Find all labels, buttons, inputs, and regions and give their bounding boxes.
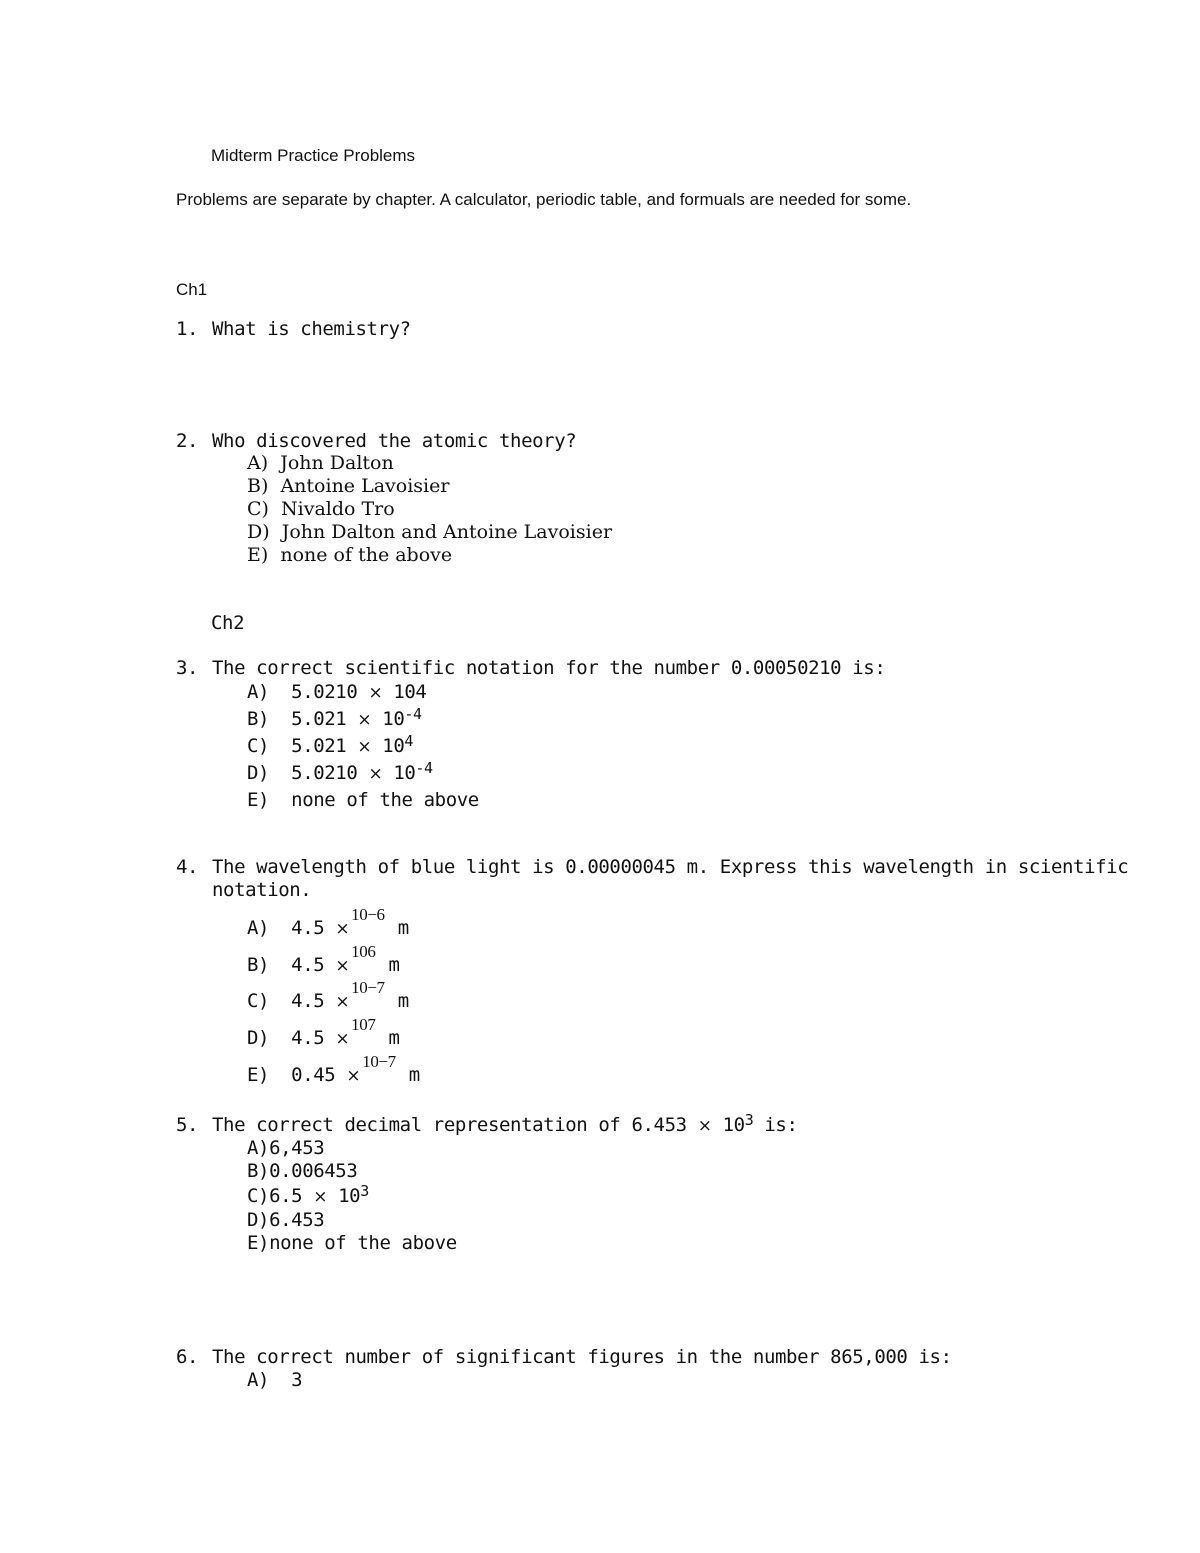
question-number: 5. (176, 1114, 199, 1136)
question-4 (176, 856, 1128, 878)
answer-option: E) none of the above (247, 544, 453, 566)
answer-option: D)6.453 (247, 1209, 325, 1231)
answer-option: A)6,453 (247, 1137, 325, 1159)
answer-option: B)0.006453 (247, 1160, 358, 1182)
question-1 (176, 318, 411, 340)
question-3 (176, 657, 885, 679)
intro-text: Problems are separate by chapter. A calculator, periodic table, and formuals are needed for some. (176, 190, 912, 209)
answer-option: C) 4.5 ×10−7 m (247, 978, 409, 1012)
question-2 (176, 430, 576, 452)
answer-option: C) Nivaldo Tro (247, 498, 395, 520)
answer-option: E)none of the above (247, 1232, 457, 1254)
answer-option: A) 4.5 ×10−6 m (247, 905, 409, 939)
question-text: The correct number of significant figures in the number 865,000 is: (212, 1346, 952, 1368)
question-5: 5. The correct decimal representation of $6.453 \times 10^3$ is: (176, 1111, 798, 1136)
answer-option: A) 3 (247, 1369, 303, 1391)
answer-option: A) John Dalton (247, 452, 394, 474)
question-text: The wavelength of blue light is 0.00000045 m. Express this wavelength in scientific (212, 856, 1129, 878)
section-heading-ch1: Ch1 (176, 280, 208, 299)
answer-option: B) 4.5 ×106 m (247, 942, 400, 976)
answer-option: D) $5.0210 \times 10^{-4}$ (247, 759, 433, 784)
question-number: 3. (176, 657, 199, 679)
question-number: 6. (176, 1346, 199, 1368)
answer-option: D) 4.5 ×107 m (247, 1015, 400, 1049)
section-heading-ch2: Ch2 (211, 612, 245, 634)
answer-option: E) 0.45 ×10−7 m (247, 1052, 420, 1086)
answer-option: B) Antoine Lavoisier (247, 475, 450, 497)
question-text: Who discovered the atomic theory? (212, 430, 577, 452)
question-6 (176, 1346, 952, 1368)
question-number: 2. (176, 430, 199, 452)
question-number: 1. (176, 318, 199, 340)
answer-option: B) $5.021 \times 10^{-4}$ (247, 705, 422, 730)
answer-option: E) none of the above (247, 789, 479, 811)
answer-option: C) $5.021 \times 10^4$ (247, 732, 414, 757)
question-text: What is chemistry? (212, 318, 411, 340)
question-number: 4. (176, 856, 199, 878)
page-title: Midterm Practice Problems (211, 146, 416, 165)
answer-option: D) John Dalton and Antoine Lavoisier (247, 521, 613, 543)
answer-option: $C)6.5 \times 10^3$ (247, 1182, 369, 1207)
question-text: The correct scientific notation for the number 0.00050210 is: (212, 657, 886, 679)
answer-option: A) 5.0210 × 104 (247, 681, 427, 703)
question-text-continued: notation. (212, 879, 312, 901)
